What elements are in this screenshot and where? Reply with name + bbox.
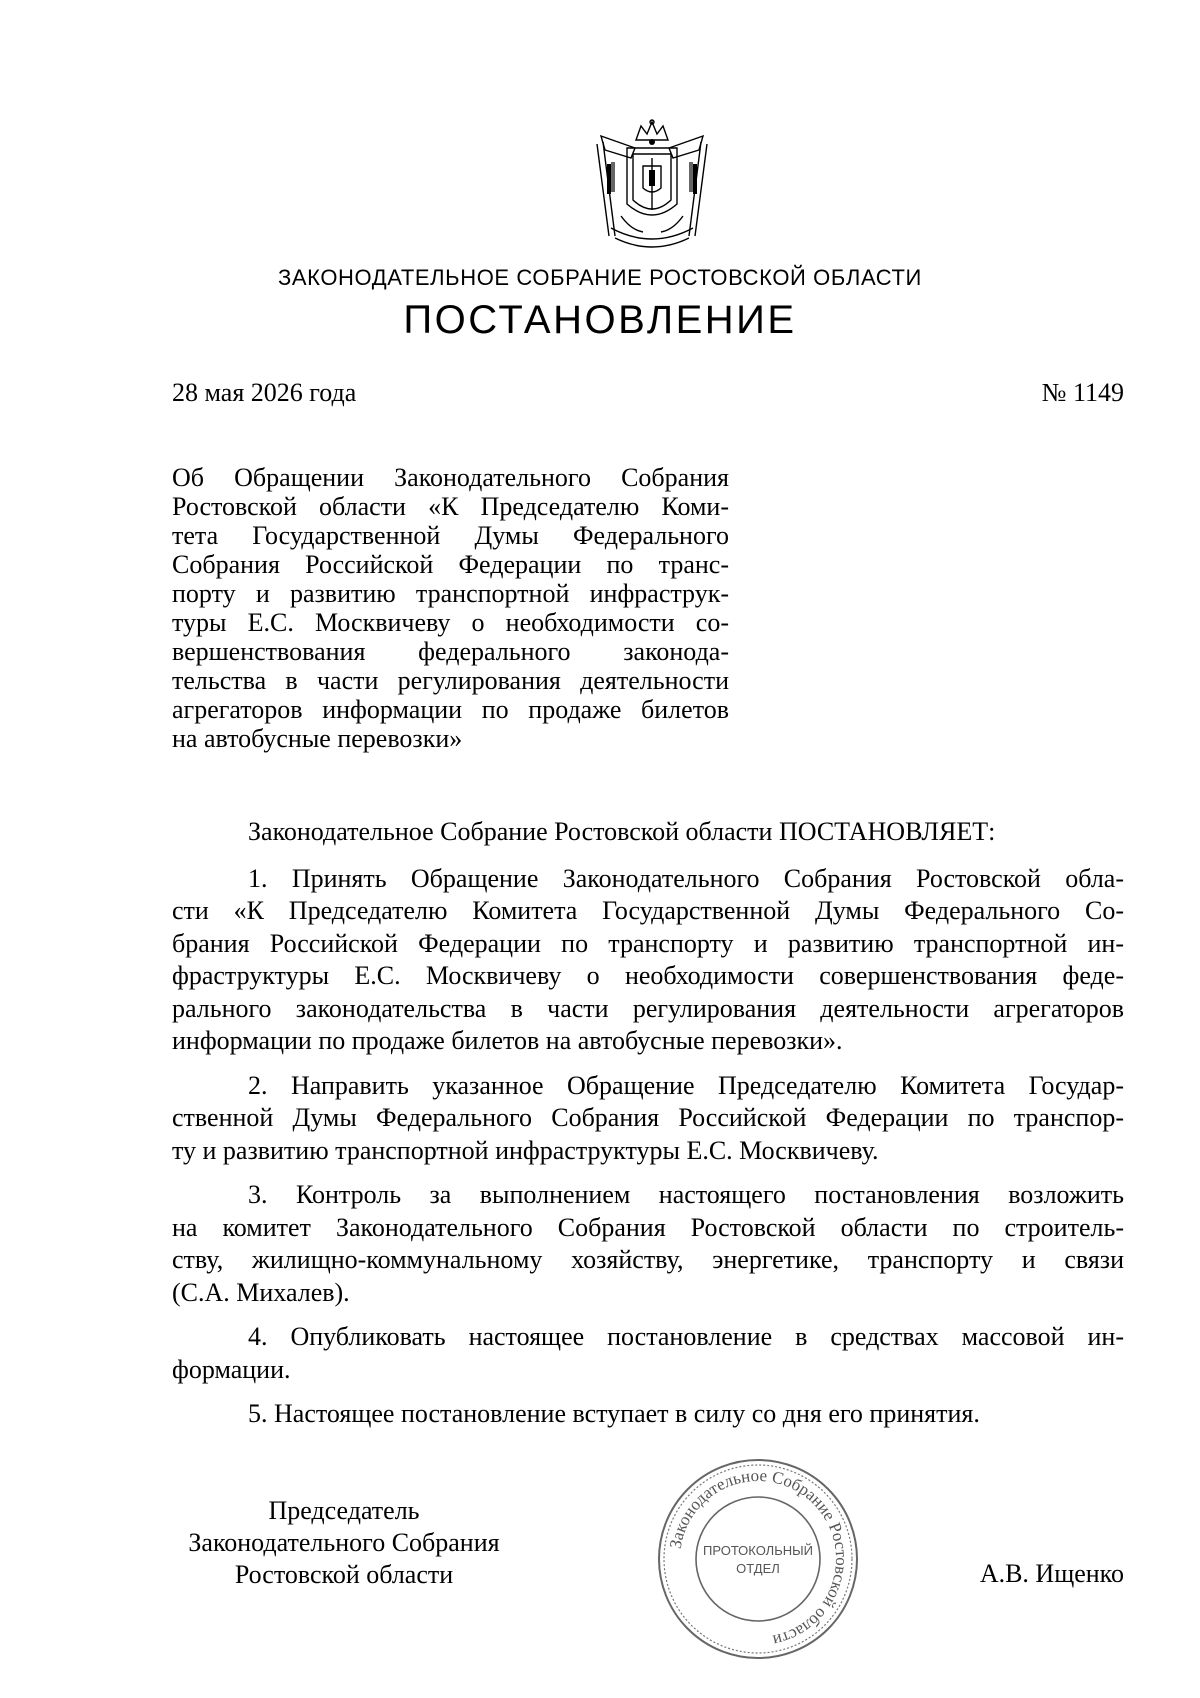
paragraph-line: 4. Опубликовать настоящее постановление в средствах массовой ин- bbox=[248, 1322, 1124, 1351]
round-stamp-icon bbox=[655, 1456, 861, 1662]
paragraph-line: 2. Направить указанное Обращение Председателю Комитета Государ- bbox=[248, 1070, 1124, 1100]
paragraph-3 bbox=[172, 1179, 1124, 1309]
paragraph-4 bbox=[172, 1321, 1124, 1386]
paragraph-line: информации по продаже билетов на автобусные перевозки». bbox=[172, 1026, 843, 1055]
subject-line: Ростовской области «К Председателю Коми- bbox=[172, 492, 729, 521]
paragraph-1 bbox=[172, 863, 1124, 1058]
stamp-center-line2: ОТДЕЛ bbox=[736, 1561, 780, 1576]
signatory-title-line: Председатель bbox=[268, 1496, 420, 1525]
paragraph-line: 5. Настоящее постановление вступает в силу со дня его принятия. bbox=[248, 1399, 980, 1428]
subject-line: вершенствования федерального законода- bbox=[172, 637, 729, 666]
subject-line: Собрания Российской Федерации по транс- bbox=[172, 550, 729, 579]
signatory-title bbox=[172, 1495, 516, 1591]
signatory-title-line: Законодательного Собрания bbox=[188, 1528, 500, 1557]
subject-line: тельства в части регулирования деятельности bbox=[172, 666, 729, 695]
paragraph-line: сти «К Председателю Комитета Государственной Думы Федерального Со- bbox=[172, 896, 1124, 925]
organization-name: ЗАКОНОДАТЕЛЬНОЕ СОБРАНИЕ РОСТОВСКОЙ ОБЛАСТИ bbox=[278, 265, 922, 290]
subject-line: Об Обращении Законодательного Собрания bbox=[172, 463, 729, 492]
stamp-ring-text bbox=[666, 1466, 851, 1651]
stamp-center-line1: ПРОТОКОЛЬНЫЙ bbox=[702, 1543, 814, 1558]
subject-line: агрегаторов информации по продаже билетов bbox=[172, 695, 729, 724]
document-date: 28 мая 2026 года bbox=[172, 378, 357, 407]
subject-line: туры Е.С. Москвичеву о необходимости со- bbox=[172, 608, 729, 637]
signatory-name: А.В. Ищенко bbox=[979, 1559, 1124, 1588]
document-subject bbox=[172, 463, 729, 753]
stamp-ring-text-path: Законодательное Собрание Ростовской области bbox=[665, 1465, 852, 1651]
paragraph-line: ту и развитию транспортной инфраструктуры Е.С. Москвичеву. bbox=[172, 1135, 879, 1165]
subject-line: на автобусные перевозки» bbox=[172, 724, 463, 753]
paragraph-line: фраструктуры Е.С. Москвичеву о необходимости совершенствования феде- bbox=[172, 961, 1124, 990]
document-number: № 1149 bbox=[1041, 378, 1124, 407]
paragraph-line: формации. bbox=[172, 1354, 291, 1384]
document-type: ПОСТАНОВЛЕНИЕ bbox=[403, 298, 797, 342]
signatory-title-line: Ростовской области bbox=[234, 1560, 454, 1589]
paragraph-line: ству, жилищно-коммунальному хозяйству, энергетике, транспорту и связи bbox=[172, 1245, 1124, 1274]
paragraph-5 bbox=[172, 1398, 1124, 1431]
subject-line: порту и развитию транспортной инфраструк- bbox=[172, 579, 729, 608]
subject-line: тета Государственной Думы Федерального bbox=[172, 521, 729, 550]
paragraph-2 bbox=[172, 1070, 1124, 1168]
paragraph-line: ственной Думы Федерального Собрания Российской Федерации по транспор- bbox=[172, 1103, 1124, 1132]
decree-statement: Законодательное Собрание Ростовской области ПОСТАНОВЛЯЕТ: bbox=[248, 817, 996, 846]
document-body bbox=[172, 816, 1124, 1443]
paragraph-line: на комитет Законодательного Собрания Ростовской области по строитель- bbox=[172, 1212, 1124, 1242]
paragraph-line: (С.А. Михалев). bbox=[172, 1277, 350, 1307]
paragraph-line: рального законодательства в части регулирования деятельности агрегаторов bbox=[172, 993, 1124, 1023]
coat-of-arms-icon bbox=[591, 118, 713, 248]
paragraph-line: брания Российской Федерации по транспорту и развитию транспортной ин- bbox=[172, 928, 1124, 958]
paragraph-line: 3. Контроль за выполнением настоящего постановления возложить bbox=[248, 1180, 1124, 1209]
paragraph-line: 1. Принять Обращение Законодательного Собрания Ростовской обла- bbox=[248, 863, 1124, 893]
